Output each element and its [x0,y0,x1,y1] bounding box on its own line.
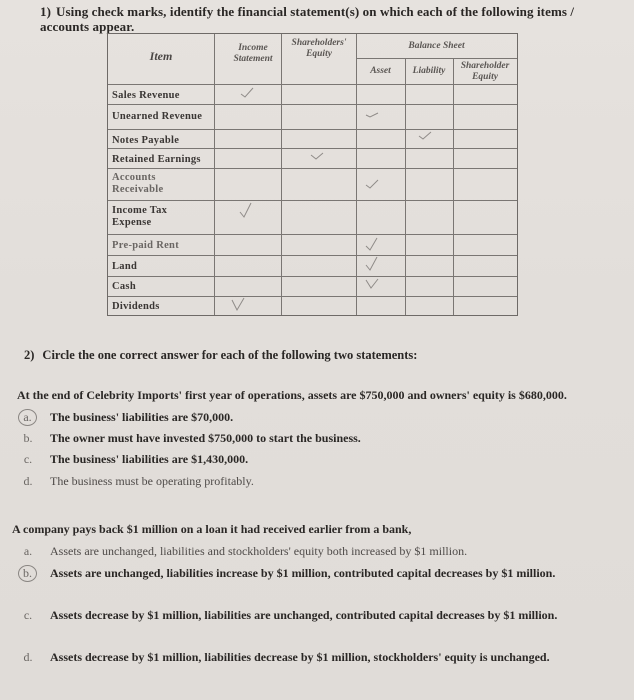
grid-line [108,84,517,85]
header-balance-sheet: Balance Sheet [408,41,465,51]
option-label: d. [23,474,33,488]
header-income-statement: Income Statement [233,43,273,64]
question-2-prompt [24,348,417,363]
check-mark-icon[interactable] [231,297,245,312]
grid-line [108,296,517,297]
header-shareholders-equity: Shareholders' Equity [291,38,347,59]
row-label-notes-payable: Notes Payable [112,135,180,146]
check-mark-icon[interactable] [418,130,432,142]
header-shareholder-equity: Shareholder Equity [460,61,510,82]
grid-line [356,58,517,59]
question-2-number: 2) [24,348,35,362]
row-label-retained-earnings: Retained Earnings [112,154,201,165]
check-mark-icon[interactable] [365,178,379,190]
option-text: Assets are unchanged, liabilities increase by $1 million, contributed capital decreases by $1 million. [50,566,556,580]
question-2-text: Circle the one correct answer for each of the following two statements: [42,348,418,362]
check-mark-icon[interactable] [365,109,379,121]
grid-line [108,234,517,235]
option-label: b. [23,431,33,445]
statement-loan-payback: A company pays back $1 million on a loan it had received earlier from a bank, [12,522,412,536]
option-label: c. [23,452,33,466]
row-label-accounts-receivable: Accounts Receivable [112,172,164,195]
circled-answer-label: b. [18,565,37,582]
option-label: c. [23,608,33,622]
option-text: Assets decrease by $1 million, liabilities are unchanged, contributed capital decreases by $1 million. [50,608,558,622]
row-label-cash: Cash [112,281,136,292]
circled-answer-label: a. [18,409,37,426]
header-liability: Liability [412,66,446,76]
grid-line [108,200,517,201]
header-item: Item [149,49,173,63]
grid-line [108,255,517,256]
row-label-prepaid-rent: Pre-paid Rent [112,240,179,251]
grid-line [214,34,215,315]
option-text: The business' liabilities are $70,000. [50,410,234,424]
option-label: d. [23,650,33,664]
check-mark-icon[interactable] [240,87,254,99]
row-label-income-tax-expense: Income Tax Expense [112,205,168,228]
option-text: The owner must have invested $750,000 to start the business. [50,431,361,445]
statement-celebrity-imports: At the end of Celebrity Imports' first year of operations, assets are $750,000 and owners' equity is $680,000. [17,388,567,402]
option-text: Assets decrease by $1 million, liabilities decrease by $1 million, stockholders' equity is unchanged. [50,650,550,664]
grid-line [281,34,282,315]
grid-line [108,168,517,169]
grid-line [108,148,517,149]
header-asset: Asset [370,66,391,76]
check-mark-icon[interactable] [365,237,379,252]
check-mark-icon[interactable] [365,256,379,272]
option-label: a. [23,544,33,558]
option-text: The business' liabilities are $1,430,000. [50,452,249,466]
check-mark-icon[interactable] [310,150,324,162]
row-label-unearned-revenue: Unearned Revenue [112,111,203,122]
financial-statement-table [107,33,518,316]
grid-line [108,104,517,105]
question-1-number: 1) [40,4,52,19]
row-label-dividends: Dividends [112,301,160,312]
question-1-prompt [40,4,620,34]
question-1-text: Using check marks, identify the financial statement(s) on which each of the following items / accounts appear. [40,4,575,34]
check-mark-icon[interactable] [365,278,379,290]
option-text: The business must be operating profitably. [50,474,254,488]
grid-line [108,276,517,277]
row-label-land: Land [112,261,138,272]
option-text: Assets are unchanged, liabilities and stockholders' equity both increased by $1 million. [50,544,468,558]
grid-line [108,129,517,130]
row-label-sales-revenue: Sales Revenue [112,90,180,101]
check-mark-icon[interactable] [239,202,253,219]
